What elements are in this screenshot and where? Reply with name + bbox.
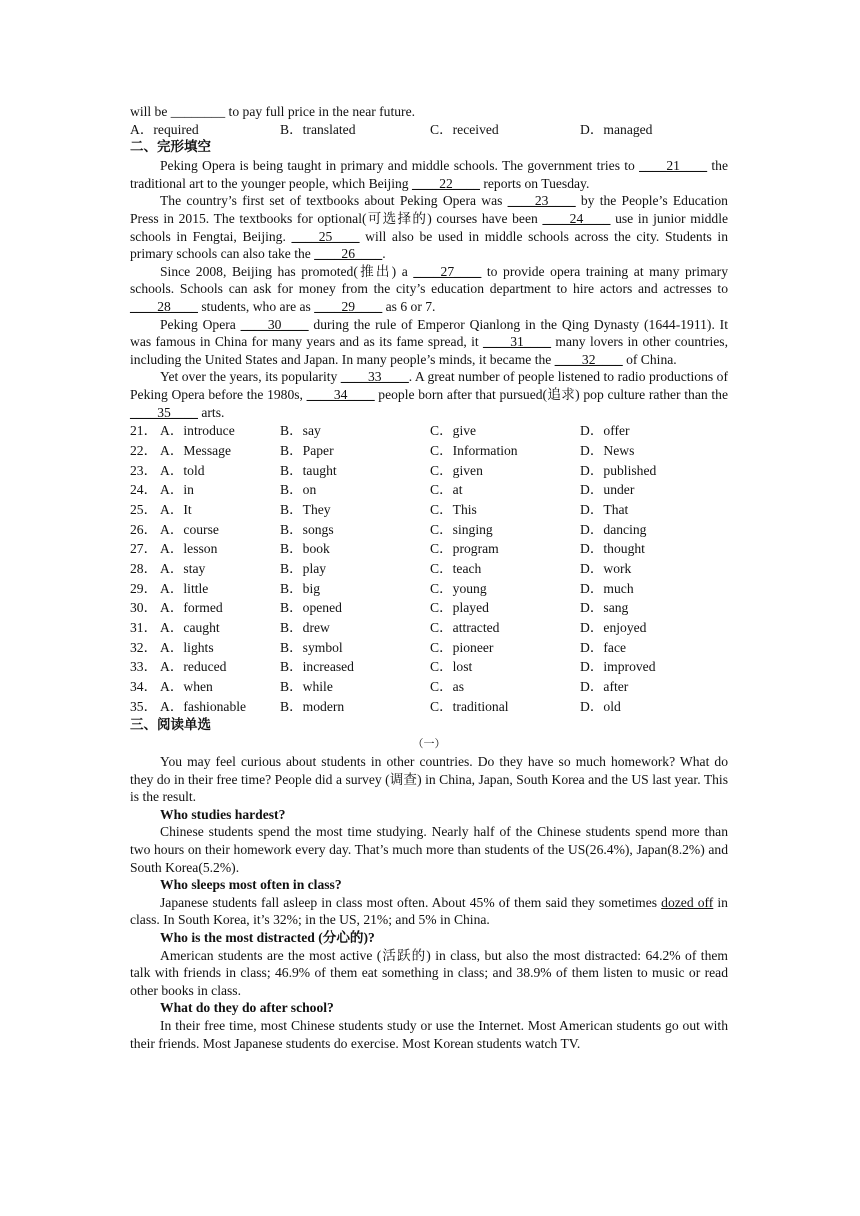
cloze-question-row bbox=[130, 520, 728, 540]
subheading-studies-hardest: Who studies hardest? bbox=[160, 806, 286, 822]
question-number: 27． bbox=[130, 541, 158, 557]
answer-blank[interactable]: ____23____ bbox=[507, 193, 576, 209]
answer-blank[interactable]: ____25____ bbox=[291, 228, 360, 244]
paragraph-text: people born after that pursued(追求) pop culture rather than the bbox=[374, 386, 728, 402]
answer-blank[interactable]: ____24____ bbox=[542, 210, 611, 226]
option-d[interactable]: D．published bbox=[580, 462, 657, 478]
paragraph-text: arts. bbox=[197, 404, 225, 420]
question-options bbox=[130, 121, 728, 139]
question-number: 23． bbox=[130, 462, 158, 478]
option-d[interactable]: D．face bbox=[580, 639, 627, 655]
cloze-question-row bbox=[130, 559, 728, 579]
paragraph-text: the traditional art to the younger people, which Beijing bbox=[130, 158, 728, 191]
reading-paragraph-2 bbox=[130, 894, 728, 929]
answer-blank[interactable]: ____32____ bbox=[554, 351, 623, 367]
question-number: 26． bbox=[130, 521, 158, 537]
option-d[interactable]: D．sang bbox=[580, 600, 629, 616]
paragraph-text: of China. bbox=[622, 351, 677, 367]
cloze-question-row bbox=[130, 500, 728, 520]
answer-blank[interactable]: ____33____ bbox=[340, 369, 409, 385]
option-a[interactable]: A．formed bbox=[160, 600, 223, 616]
cloze-paragraph-4 bbox=[130, 316, 728, 369]
subheading-after-school: What do they do after school? bbox=[160, 1000, 334, 1016]
option-a[interactable]: A．in bbox=[160, 482, 194, 498]
option-b[interactable]: B．symbol bbox=[280, 639, 343, 655]
reading-paragraph-1: Chinese students spend the most time studying. Nearly half of the Chinese students spend more than two hours on their homework every day. That’s much more than students of the US(26.4%), Japan(8.2%) and South Korea(5.2%). bbox=[130, 824, 728, 875]
option-a[interactable]: A．reduced bbox=[160, 659, 227, 675]
question-number: 35． bbox=[130, 698, 158, 714]
option-d[interactable]: D．after bbox=[580, 679, 629, 695]
question-number: 22． bbox=[130, 442, 158, 458]
question-number: 30． bbox=[130, 600, 158, 616]
cloze-paragraph-3 bbox=[130, 263, 728, 316]
option-a[interactable]: A．Message bbox=[160, 442, 231, 458]
cloze-question-row bbox=[130, 598, 728, 618]
option-b[interactable]: B．They bbox=[280, 501, 331, 517]
cloze-question-row bbox=[130, 441, 728, 461]
option-b[interactable]: B．Paper bbox=[280, 442, 334, 458]
option-c[interactable]: C．pioneer bbox=[430, 639, 494, 655]
answer-blank[interactable]: ____31____ bbox=[483, 334, 552, 350]
option-d[interactable]: D．News bbox=[580, 442, 635, 458]
option-d[interactable]: D．much bbox=[580, 580, 634, 596]
option-b[interactable]: B．taught bbox=[280, 462, 337, 478]
answer-blank[interactable]: ____34____ bbox=[306, 386, 375, 402]
option-d[interactable]: D．improved bbox=[580, 659, 656, 675]
question-stem-tail: will be ________ to pay full price in the near future. bbox=[130, 104, 416, 119]
paragraph-text: many lovers in other countries, including the United States and Japan. In many people’s minds, it became the bbox=[130, 334, 728, 367]
question-number: 29． bbox=[130, 580, 158, 596]
option-c[interactable]: C．Information bbox=[430, 442, 518, 458]
section-heading-reading: 三、阅读单选 bbox=[130, 717, 211, 734]
cloze-question-row bbox=[130, 539, 728, 559]
option-b[interactable]: B．translated bbox=[280, 121, 356, 137]
paragraph-text: . bbox=[382, 246, 386, 262]
question-number: 34． bbox=[130, 679, 158, 695]
cloze-question-row bbox=[130, 618, 728, 638]
paragraph-text: during the rule of Emperor Qianlong in the Qing Dynasty (1644-1911). It was famous in China for many years and as its fame spread, it bbox=[130, 316, 728, 350]
option-a[interactable]: A．when bbox=[160, 679, 213, 695]
section-heading-cloze: 二、完形填空 bbox=[130, 139, 211, 156]
question-number: 25． bbox=[130, 501, 158, 517]
question-number: 32． bbox=[130, 639, 158, 655]
option-a[interactable]: A．lights bbox=[160, 639, 214, 655]
cloze-paragraph-1 bbox=[130, 157, 728, 192]
option-c[interactable]: C．given bbox=[430, 462, 483, 478]
cloze-question-row bbox=[130, 480, 728, 500]
option-d[interactable]: D．managed bbox=[580, 121, 653, 137]
answer-blank[interactable]: ____29____ bbox=[314, 298, 383, 314]
cloze-question-row bbox=[130, 657, 728, 677]
option-c[interactable]: C．attracted bbox=[430, 620, 500, 636]
option-b[interactable]: B．while bbox=[280, 679, 333, 695]
answer-blank[interactable]: ____22____ bbox=[412, 175, 480, 191]
underlined-phrase: dozed off bbox=[661, 894, 714, 910]
option-a[interactable]: A．introduce bbox=[160, 423, 235, 439]
cloze-question-row bbox=[130, 579, 728, 599]
question-number: 24． bbox=[130, 482, 158, 498]
cloze-question-row bbox=[130, 460, 728, 480]
option-d[interactable]: D．work bbox=[580, 560, 632, 576]
subheading-most-distracted: Who is the most distracted (分心的)? bbox=[160, 929, 375, 945]
option-c[interactable]: C．as bbox=[430, 679, 464, 695]
question-number: 21． bbox=[130, 423, 158, 439]
paragraph-text: . A great number of people listened to radio productions of Peking Opera before the 1980s, bbox=[130, 369, 729, 402]
paragraph-text: Peking Opera bbox=[160, 316, 241, 332]
option-a[interactable]: A．required bbox=[130, 121, 199, 137]
cloze-question-row bbox=[130, 638, 728, 658]
option-c[interactable]: C．played bbox=[430, 600, 489, 616]
option-a[interactable]: A．fashionable bbox=[160, 698, 247, 714]
cloze-question-row bbox=[130, 677, 728, 697]
paragraph-text: Peking Opera is being taught in primary and middle schools. The government tries to bbox=[160, 158, 640, 174]
option-d[interactable]: D．enjoyed bbox=[580, 620, 647, 636]
option-b[interactable]: B．drew bbox=[280, 620, 330, 636]
paragraph-text: reports on Tuesday. bbox=[479, 175, 590, 191]
cloze-paragraph-2 bbox=[130, 192, 728, 262]
reading-paragraph-4: In their free time, most Chinese students study or use the Internet. Most American students go out with their friends. Most Japanese students do exercise. Most Korean students watch TV. bbox=[130, 1017, 728, 1051]
paragraph-text: will also be used in middle schools across the city. Students in primary schools can also take the bbox=[130, 228, 729, 262]
subheading-sleeps-in-class: Who sleeps most often in class? bbox=[160, 877, 342, 893]
option-d[interactable]: D．thought bbox=[580, 541, 645, 557]
answer-blank[interactable]: ____28____ bbox=[130, 298, 198, 314]
paragraph-text: The country’s first set of textbooks about Peking Opera was bbox=[160, 193, 508, 209]
option-c[interactable]: C．This bbox=[430, 501, 477, 517]
option-a[interactable]: A．caught bbox=[160, 620, 220, 636]
option-b[interactable]: B．book bbox=[280, 541, 330, 557]
question-number: 28． bbox=[130, 560, 158, 576]
reading-paragraph-2-text-a: Japanese students fall asleep in class most often. About 45% of them said they sometimes bbox=[160, 894, 662, 910]
option-b[interactable]: B．increased bbox=[280, 659, 354, 675]
reading-paragraph-3: American students are the most active (活跃的) in class, but also the most distracted: 64.2% of them talk with friends in class; 46.9% of them eat something in class; and 38.9% of them listen to music or read other books in class. bbox=[130, 947, 728, 998]
option-c[interactable]: C．received bbox=[430, 121, 499, 137]
question-number: 33． bbox=[130, 659, 158, 675]
option-c[interactable]: C．give bbox=[430, 423, 477, 439]
option-c[interactable]: C．lost bbox=[430, 659, 473, 675]
option-b[interactable]: B．opened bbox=[280, 600, 342, 616]
answer-blank[interactable]: ____35____ bbox=[130, 404, 198, 420]
option-d[interactable]: D．old bbox=[580, 698, 621, 714]
cloze-question-row bbox=[130, 421, 728, 441]
paragraph-text: as 6 or 7. bbox=[382, 298, 436, 314]
option-b[interactable]: B．play bbox=[280, 560, 327, 576]
paragraph-text: students, who are as bbox=[197, 298, 315, 314]
option-c[interactable]: C．program bbox=[430, 541, 499, 557]
option-b[interactable]: B．say bbox=[280, 423, 321, 439]
option-c[interactable]: C．singing bbox=[430, 521, 493, 537]
option-c[interactable]: C．young bbox=[430, 580, 487, 596]
paragraph-text: by the People’s Education Press in 2015. The textbooks for optional(可选择的) courses have been bbox=[130, 193, 728, 226]
option-a[interactable]: A．lesson bbox=[160, 541, 218, 557]
option-b[interactable]: B．modern bbox=[280, 698, 345, 714]
option-d[interactable]: D．offer bbox=[580, 423, 630, 439]
question-number: 31． bbox=[130, 620, 158, 636]
option-b[interactable]: B．on bbox=[280, 482, 317, 498]
answer-blank[interactable]: ____26____ bbox=[314, 246, 383, 262]
option-a[interactable]: A．stay bbox=[160, 560, 206, 576]
passage-part-label: （一） bbox=[412, 737, 446, 751]
option-b[interactable]: B．big bbox=[280, 580, 321, 596]
option-d[interactable]: D．dancing bbox=[580, 521, 647, 537]
cloze-question-row bbox=[130, 697, 728, 717]
option-c[interactable]: C．at bbox=[430, 482, 463, 498]
cloze-question-list bbox=[130, 421, 728, 716]
answer-blank[interactable]: ____30____ bbox=[240, 316, 309, 332]
answer-blank[interactable]: ____21____ bbox=[639, 158, 708, 174]
option-c[interactable]: C．teach bbox=[430, 560, 482, 576]
option-c[interactable]: C．traditional bbox=[430, 698, 509, 714]
paragraph-text: Since 2008, Beijing has promoted(推出) a bbox=[160, 263, 414, 279]
reading-paragraph-2-text-b: in class. In South Korea, it’s 32%; in the US, 21%; and 5% in China. bbox=[130, 894, 728, 928]
option-a[interactable]: A．told bbox=[160, 462, 205, 478]
answer-blank[interactable]: ____27____ bbox=[413, 263, 482, 279]
paragraph-text: Yet over the years, its popularity bbox=[160, 369, 341, 385]
option-d[interactable]: D．under bbox=[580, 482, 635, 498]
option-a[interactable]: A．It bbox=[160, 501, 192, 517]
paragraph-text: use in junior middle schools in Fengtai, Beijing. bbox=[130, 210, 729, 244]
option-a[interactable]: A．little bbox=[160, 580, 209, 596]
reading-intro: You may feel curious about students in other countries. Do they have so much homework? What do they do in their free time? People did a survey (调查) in China, Japan, South Korea and the US last year. This is the result. bbox=[130, 754, 728, 805]
option-a[interactable]: A．course bbox=[160, 521, 219, 537]
option-d[interactable]: D．That bbox=[580, 501, 629, 517]
document-page bbox=[130, 103, 728, 1052]
cloze-paragraph-5 bbox=[130, 368, 728, 421]
paragraph-text: to provide opera training at many primary schools. Schools can ask for money from the city’s education department to hire actors and actresses to bbox=[130, 263, 728, 297]
option-b[interactable]: B．songs bbox=[280, 521, 334, 537]
